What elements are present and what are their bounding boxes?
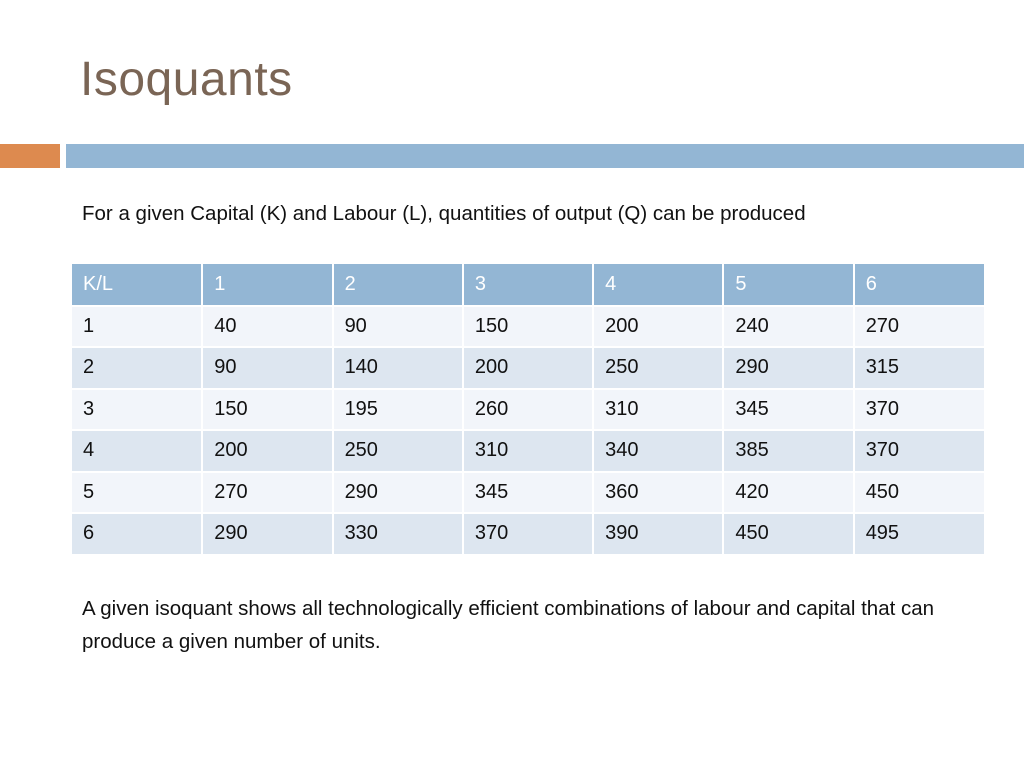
table-cell: 310 <box>593 389 723 431</box>
table-cell: 6 <box>72 513 202 555</box>
table-cell: 330 <box>333 513 463 555</box>
table-cell: 200 <box>593 306 723 348</box>
table-cell: 270 <box>854 306 984 348</box>
table-cell: 5 <box>72 472 202 514</box>
table-cell: 1 <box>72 306 202 348</box>
table-cell: 340 <box>593 430 723 472</box>
production-table-container <box>72 264 984 556</box>
table-cell: 290 <box>202 513 332 555</box>
table-cell: 2 <box>72 347 202 389</box>
slide-title: Isoquants <box>80 53 293 106</box>
table-cell: 370 <box>854 430 984 472</box>
table-cell: 3 <box>72 389 202 431</box>
table-row <box>72 472 984 514</box>
table-cell: 450 <box>854 472 984 514</box>
table-cell: 385 <box>723 430 853 472</box>
table-cell: 450 <box>723 513 853 555</box>
table-cell: 420 <box>723 472 853 514</box>
table-cell: 250 <box>333 430 463 472</box>
table-cell: 200 <box>202 430 332 472</box>
intro-text: For a given Capital (K) and Labour (L), quantities of output (Q) can be produced <box>82 202 806 225</box>
table-cell: 90 <box>333 306 463 348</box>
table-row <box>72 306 984 348</box>
table-cell: 345 <box>723 389 853 431</box>
header-cell: 6 <box>854 264 984 306</box>
table-cell: 345 <box>463 472 593 514</box>
table-header-row <box>72 264 984 306</box>
accent-bar-orange <box>0 144 60 168</box>
table-cell: 240 <box>723 306 853 348</box>
header-cell: 1 <box>202 264 332 306</box>
production-table <box>72 264 984 556</box>
table-cell: 40 <box>202 306 332 348</box>
table-cell: 195 <box>333 389 463 431</box>
table-cell: 270 <box>202 472 332 514</box>
table-row <box>72 347 984 389</box>
table-cell: 360 <box>593 472 723 514</box>
table-cell: 370 <box>463 513 593 555</box>
accent-bar-blue <box>66 144 1024 168</box>
table-cell: 495 <box>854 513 984 555</box>
table-cell: 310 <box>463 430 593 472</box>
table-cell: 4 <box>72 430 202 472</box>
table-cell: 290 <box>723 347 853 389</box>
table-cell: 390 <box>593 513 723 555</box>
table-cell: 200 <box>463 347 593 389</box>
header-cell: K/L <box>72 264 202 306</box>
table-row <box>72 430 984 472</box>
table-cell: 250 <box>593 347 723 389</box>
table-cell: 260 <box>463 389 593 431</box>
table-row <box>72 389 984 431</box>
table-cell: 290 <box>333 472 463 514</box>
table-cell: 150 <box>463 306 593 348</box>
table-cell: 140 <box>333 347 463 389</box>
table-cell: 315 <box>854 347 984 389</box>
table-row <box>72 513 984 555</box>
header-cell: 5 <box>723 264 853 306</box>
header-cell: 4 <box>593 264 723 306</box>
table-cell: 90 <box>202 347 332 389</box>
header-cell: 3 <box>463 264 593 306</box>
isoquant-definition-text: A given isoquant shows all technologically efficient combinations of labour and capital that can produce a given number of units. <box>82 597 935 653</box>
header-cell: 2 <box>333 264 463 306</box>
table-cell: 370 <box>854 389 984 431</box>
table-cell: 150 <box>202 389 332 431</box>
